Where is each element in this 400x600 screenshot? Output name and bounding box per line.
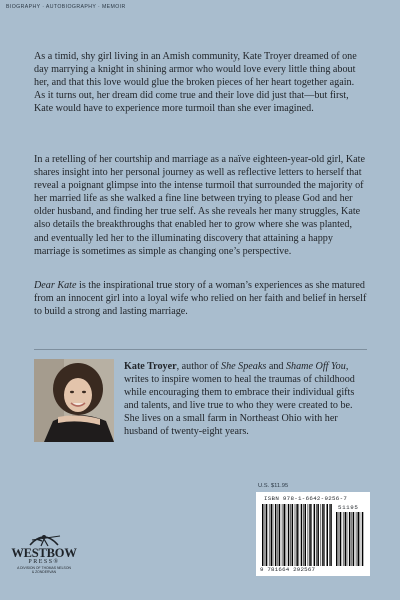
price-label: U.S. $11.95 <box>258 483 289 489</box>
author-bio-text-3: , writes to inspire women to heal the traumas of childhood while encouraging them to embrace their individual gifts and talents, and live true to who they were created to be. She lives on a small farm in Northeast Ohio with her husband of twenty-eight years. <box>124 361 355 438</box>
publisher-division-2: & ZONDERVAN <box>31 570 57 574</box>
barcode <box>256 492 370 576</box>
author-bio <box>124 360 368 439</box>
author-name: Kate Troyer <box>124 361 177 372</box>
publisher-press: PRESS® <box>28 559 60 565</box>
addon-code: 51195 <box>338 504 359 511</box>
author-book-1: She Speaks <box>221 361 267 372</box>
ean-barcode-bars <box>262 504 334 566</box>
author-photo <box>34 359 114 442</box>
description-paragraph-3 <box>34 279 367 318</box>
author-book-2: Shame Off You <box>285 361 346 372</box>
publisher-division-1: A DIVISION OF THOMAS NELSON <box>17 566 71 570</box>
category-label: BIOGRAPHY · AUTOBIOGRAPHY · MEMOIR <box>6 4 126 10</box>
description-paragraph-1: As a timid, shy girl living in an Amish community, Kate Troyer dreamed of one day marrying a knight in shining armor who would love every little thing about her, and that this love would glue the broken pieces of her heart together again. As it turns out, her dream did come true and their love did just that—but first, Kate would have to experience more turmoil than she ever imagined. <box>34 51 357 115</box>
ean-digits: 9 781664 292567 <box>260 566 316 573</box>
description-paragraph-3-text: is the inspirational true story of a woman’s experiences as she matured from an innocent girl into a loyal wife who relied on her faith and belief in herself to build a strong and lasting marriage. <box>34 280 367 318</box>
publisher-name: WESTBOW <box>11 546 77 560</box>
book-title: Dear Kate <box>34 280 77 291</box>
publisher-logo <box>8 531 80 574</box>
description-paragraph-2: In a retelling of her courtship and marriage as a naïve eighteen-year-old girl, Kate shares insight into her personal journey as well as reflective letters to herself that reveal a poignant glimpse into the intense turmoil that surrounded the majority of her married life as she walked a fine line between trying to please God and her older husband, and finding her true self. As she reveals her many struggles, Kate also details the breakthroughs that enabled her to grow where she was planted, and eventually led her to the illuminating discovery that attaining a happy marriage is sometimes as simple as changing one’s perspective. <box>34 154 365 257</box>
section-divider <box>34 349 367 350</box>
archer-icon <box>24 531 64 547</box>
addon-barcode-bars <box>336 512 364 566</box>
isbn-label: ISBN 978-1-6642-9256-7 <box>264 495 348 502</box>
author-bio-text-2: and <box>266 361 286 372</box>
author-bio-text-1: , author of <box>176 361 222 372</box>
